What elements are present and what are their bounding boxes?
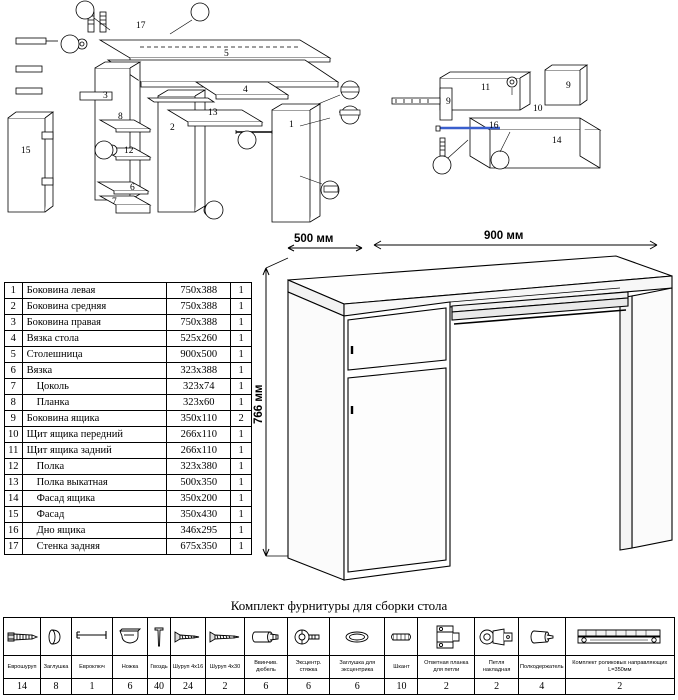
hardware-count: 10 [385,679,418,695]
eccentric-tie-icon [291,622,325,652]
hardware-count: 2 [565,679,674,695]
table-row [5,315,252,331]
svg-text:8: 8 [118,112,123,122]
part-name: Боковина левая [22,283,167,299]
hardware-count: 6 [113,679,148,695]
part-name: Стенка задняя [22,539,167,555]
svg-text:12: 12 [124,146,134,156]
table-row [5,411,252,427]
hardware-count: 8 [41,679,72,695]
hardware-label: Ввинчив. дюбель [245,656,288,679]
hardware-icon-cell [72,618,113,656]
table-row [5,347,252,363]
part-number: 16 [5,523,23,539]
nail-icon [148,622,170,652]
parts-list-table [4,282,252,555]
hardware-icons-row [4,618,675,656]
svg-text:14: 14 [552,136,562,146]
hardware-icon-cell [287,618,329,656]
hardware-icon-cell [245,618,288,656]
part-quantity: 1 [231,363,252,379]
part-name: Полка выкатная [22,475,167,491]
eccentric-cap-icon [340,622,374,652]
parts-list-body [5,283,252,555]
part-name: Щит ящика задний [22,443,167,459]
screw-4x30-icon [206,622,244,652]
table-row [5,523,252,539]
hardware-count: 2 [475,679,519,695]
hardware-count: 24 [171,679,206,695]
hardware-count: 6 [287,679,329,695]
hardware-count: 6 [245,679,288,695]
part-number: 17 [5,539,23,555]
part-name: Щит ящика передний [22,427,167,443]
hinge-plate-icon [429,621,463,653]
part-dimension: 323х60 [167,395,231,411]
leg-icon [113,622,147,652]
part-number: 7 [5,379,23,395]
dowel-icon [248,622,284,652]
part-name: Вязка стола [22,331,167,347]
hardware-label: Шкант [385,656,418,679]
part-quantity: 1 [231,283,252,299]
part-dimension: 266х110 [167,427,231,443]
hardware-icon-cell [385,618,418,656]
part-dimension: 500х350 [167,475,231,491]
hardware-icon-cell [4,618,41,656]
table-row [5,363,252,379]
part-quantity: 1 [231,299,252,315]
part-dimension: 350х110 [167,411,231,427]
part-name: Вязка [22,363,167,379]
part-quantity: 1 [231,315,252,331]
part-name: Фасад [22,507,167,523]
part-name: Цоколь [22,379,167,395]
hardware-icon-cell [518,618,565,656]
part-quantity: 1 [231,459,252,475]
part-dimension: 323х380 [167,459,231,475]
svg-text:15: 15 [21,146,31,156]
hardware-label: Ответная планка для петли [418,656,475,679]
part-dimension: 323х388 [167,363,231,379]
hardware-icon-cell [330,618,385,656]
hardware-icon-cell [171,618,206,656]
hardware-icon-cell [206,618,245,656]
part-quantity: 2 [231,411,252,427]
part-quantity: 1 [231,347,252,363]
hardware-label: Петля накладная [475,656,519,679]
table-row [5,507,252,523]
part-name: Полка [22,459,167,475]
part-number: 10 [5,427,23,443]
part-quantity: 1 [231,427,252,443]
part-quantity: 1 [231,539,252,555]
depth-dimension-label: 500 мм [294,233,334,245]
hardware-count: 2 [418,679,475,695]
table-row [5,427,252,443]
svg-text:13: 13 [208,108,218,118]
table-row [5,299,252,315]
hardware-label: Полкодержатель [518,656,565,679]
part-quantity: 1 [231,475,252,491]
width-dimension-label: 900 мм [484,230,524,242]
part-number: 13 [5,475,23,491]
svg-text:3: 3 [103,91,108,101]
part-name: Планка [22,395,167,411]
part-number: 11 [5,443,23,459]
part-number: 1 [5,283,23,299]
svg-text:9: 9 [446,97,451,107]
part-quantity: 1 [231,443,252,459]
exploded-diagram [0,0,678,232]
hardware-icon-cell [418,618,475,656]
svg-text:5: 5 [224,49,229,59]
part-quantity: 1 [231,491,252,507]
part-number: 2 [5,299,23,315]
part-number: 6 [5,363,23,379]
hardware-icon-cell [148,618,171,656]
hardware-label: Шуруп 4х16 [171,656,206,679]
svg-text:2: 2 [170,123,175,133]
hardware-count: 6 [330,679,385,695]
part-dimension: 266х110 [167,443,231,459]
desk-perspective-drawing [252,228,678,596]
handle-holder-icon [525,622,559,652]
hardware-kit-table [3,617,675,695]
hardware-icon-cell [475,618,519,656]
height-dimension-label: 766 мм [253,384,265,424]
hardware-count: 2 [206,679,245,695]
svg-text:4: 4 [243,85,248,95]
hardware-label: Заглушка [41,656,72,679]
part-name: Столешница [22,347,167,363]
svg-text:6: 6 [130,183,135,193]
part-dimension: 900х500 [167,347,231,363]
table-row [5,475,252,491]
table-row [5,379,252,395]
svg-text:1: 1 [289,120,294,130]
table-row [5,491,252,507]
part-quantity: 1 [231,395,252,411]
hardware-label: Гвоздь [148,656,171,679]
part-dimension: 750х388 [167,299,231,315]
cap-icon [41,622,71,652]
roller-guides-icon [574,621,666,653]
part-quantity: 1 [231,379,252,395]
hardware-label: Комплект роликовых направляющих L=350мм [565,656,674,679]
hardware-count: 14 [4,679,41,695]
hardware-section-title: Комплект фурнитуры для сборки стола [230,598,448,613]
part-name: Боковина ящика [22,411,167,427]
svg-text:9: 9 [566,81,571,91]
euro-screw-icon [4,622,40,652]
hardware-count: 40 [148,679,171,695]
part-dimension: 346х295 [167,523,231,539]
svg-text:11: 11 [481,83,491,93]
part-name: Боковина средняя [22,299,167,315]
svg-text:16: 16 [489,121,499,131]
part-name: Фасад ящика [22,491,167,507]
hardware-icon-cell [113,618,148,656]
part-name: Дно ящика [22,523,167,539]
part-number: 3 [5,315,23,331]
part-quantity: 1 [231,507,252,523]
part-number: 9 [5,411,23,427]
euro-key-icon [72,622,112,652]
table-row [5,539,252,555]
hardware-icon-cell [565,618,674,656]
hardware-count: 4 [518,679,565,695]
part-dimension: 350х200 [167,491,231,507]
part-number: 15 [5,507,23,523]
part-number: 12 [5,459,23,475]
table-row [5,459,252,475]
part-quantity: 1 [231,331,252,347]
part-dimension: 675х350 [167,539,231,555]
part-number: 5 [5,347,23,363]
svg-text:7: 7 [112,197,117,207]
svg-text:17: 17 [136,21,146,31]
hardware-label: Ножка [113,656,148,679]
table-row [5,331,252,347]
part-dimension: 750х388 [167,315,231,331]
hinge-icon [478,621,516,653]
part-dimension: 525х260 [167,331,231,347]
screw-4x16-icon [171,622,205,652]
hardware-label: Заглушка для эксцентрика [330,656,385,679]
hardware-icon-cell [41,618,72,656]
part-name: Боковина правая [22,315,167,331]
hardware-label: Еврошуруп [4,656,41,679]
table-row [5,395,252,411]
hardware-count: 1 [72,679,113,695]
part-number: 8 [5,395,23,411]
svg-text:10: 10 [533,104,543,114]
hardware-label: Эксцентр. стяжка [287,656,329,679]
part-dimension: 750х388 [167,283,231,299]
table-row [5,443,252,459]
hardware-counts-row [4,679,675,695]
hardware-labels-row [4,656,675,679]
part-number: 4 [5,331,23,347]
table-row [5,283,252,299]
part-quantity: 1 [231,523,252,539]
part-dimension: 323х74 [167,379,231,395]
part-dimension: 350х430 [167,507,231,523]
hardware-label: Евроключ [72,656,113,679]
hardware-label: Шуруп 4х30 [206,656,245,679]
dowel-pin-icon [385,622,417,652]
part-number: 14 [5,491,23,507]
